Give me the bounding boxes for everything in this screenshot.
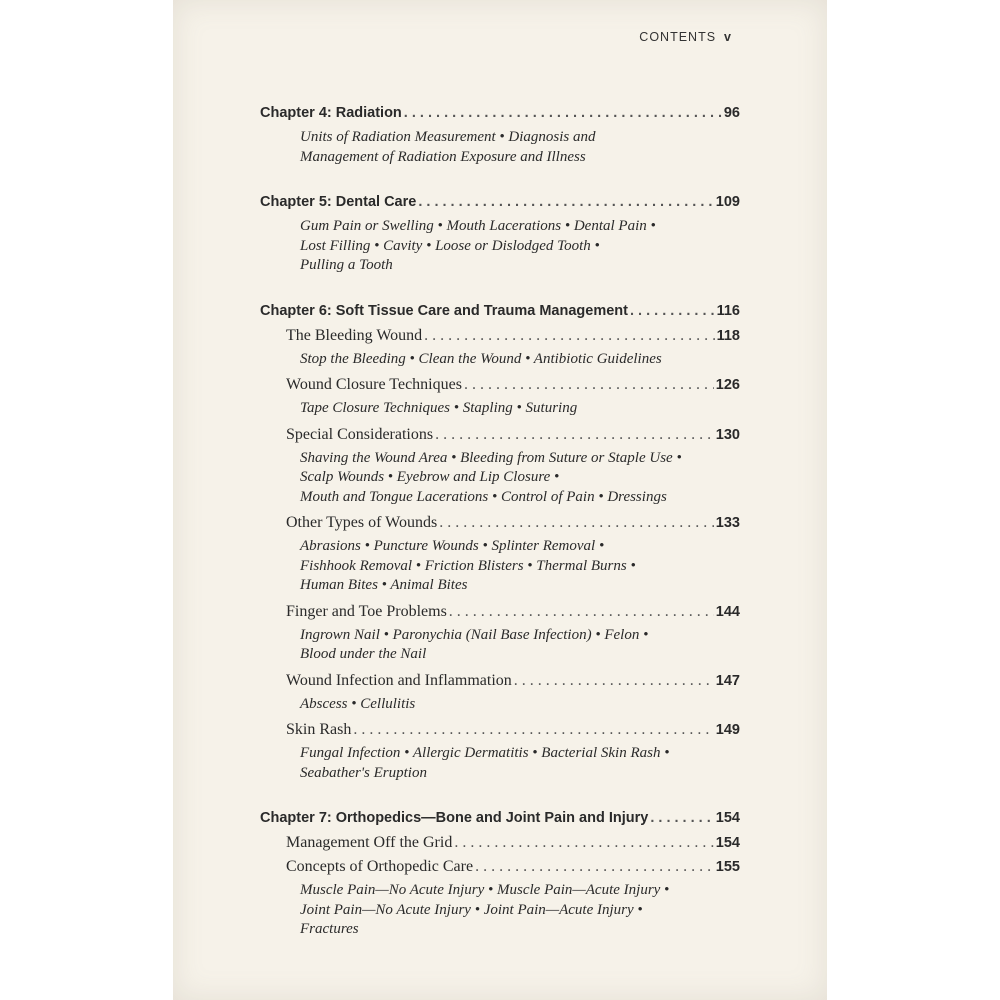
topic-line: Abscess • Cellulitis xyxy=(300,695,416,712)
topic-line: Mouth and Tongue Lacerations • Control of Pain • Dressings xyxy=(300,488,667,505)
chapter-title: Chapter 6: Soft Tissue Care and Trauma Management xyxy=(260,302,628,319)
leader-dots xyxy=(418,189,713,215)
topic-line: Fishhook Removal • Friction Blisters • Thermal Burns • xyxy=(300,557,636,574)
section-topics xyxy=(300,535,740,600)
toc-chapter-6 xyxy=(260,298,740,324)
topic-line: Fractures xyxy=(300,921,359,937)
chapter-topics xyxy=(300,126,740,171)
section-topics xyxy=(300,624,740,669)
section-page: 144 xyxy=(715,603,740,620)
section-topics xyxy=(300,742,740,787)
leader-dots xyxy=(514,669,714,693)
toc-section xyxy=(286,511,740,535)
toc-section xyxy=(286,423,740,447)
leader-dots xyxy=(475,855,714,879)
section-page: 147 xyxy=(715,672,740,689)
section-title: The Bleeding Wound xyxy=(286,326,423,344)
leader-dots xyxy=(435,423,714,447)
topic-line: Seabather's Eruption xyxy=(300,764,427,781)
leader-dots xyxy=(454,831,713,855)
leader-dots xyxy=(424,324,714,348)
topic-line: Muscle Pain—No Acute Injury • Muscle Pain—Acute Injury • xyxy=(300,882,670,898)
section-page: 126 xyxy=(715,377,740,393)
toc-chapter-7 xyxy=(260,805,740,831)
topic-line: Blood under the Nail xyxy=(300,646,427,662)
topic-line: Abrasions • Puncture Wounds • Splinter Removal • xyxy=(300,538,605,554)
chapter-page: 96 xyxy=(723,105,740,121)
section-page: 149 xyxy=(715,722,740,738)
toc-section xyxy=(286,718,740,742)
leader-dots xyxy=(449,600,714,624)
topic-line: Pulling a Tooth xyxy=(300,257,393,273)
toc-section xyxy=(286,855,740,879)
chapter-page: 109 xyxy=(715,194,740,210)
toc-section xyxy=(286,831,740,855)
chapter-title: Chapter 4: Radiation xyxy=(260,105,402,121)
chapter-page: 116 xyxy=(716,302,740,319)
section-title: Skin Rash xyxy=(286,721,352,738)
section-page: 133 xyxy=(715,515,740,531)
topic-line: Joint Pain—No Acute Injury • Joint Pain—Acute Injury • xyxy=(300,901,643,918)
section-topics xyxy=(300,447,740,512)
section-title: Special Considerations xyxy=(286,425,434,443)
section-topics xyxy=(300,879,740,944)
section-title: Management Off the Grid xyxy=(286,834,453,851)
toc-chapter-4 xyxy=(260,100,740,126)
topic-line: Ingrown Nail • Paronychia (Nail Base Infection) • Felon • xyxy=(300,626,649,643)
table-of-contents xyxy=(260,96,740,944)
topic-line: Human Bites • Animal Bites xyxy=(300,577,468,593)
leader-dots xyxy=(650,805,713,831)
topic-line: Units of Radiation Measurement • Diagnosis and xyxy=(300,129,596,145)
topic-line: Fungal Infection • Allergic Dermatitis • Bacterial Skin Rash • xyxy=(300,745,670,761)
toc-section xyxy=(286,600,740,624)
section-topics xyxy=(300,397,740,423)
toc-section xyxy=(286,373,740,397)
leader-dots xyxy=(404,100,722,126)
header-page-number: v xyxy=(724,30,732,44)
book-page xyxy=(173,0,827,1000)
topic-line: Tape Closure Techniques • Stapling • Suturing xyxy=(300,400,578,416)
topic-line: Lost Filling • Cavity • Loose or Dislodged Tooth • xyxy=(300,237,600,254)
topic-line: Stop the Bleeding • Clean the Wound • Antibiotic Guidelines xyxy=(300,350,662,367)
header-section: CONTENTS xyxy=(639,30,717,44)
chapter-topics xyxy=(300,215,740,280)
toc-section xyxy=(286,324,740,348)
topic-line: Gum Pain or Swelling • Mouth Lacerations • Dental Pain • xyxy=(300,218,656,234)
topic-line: Shaving the Wound Area • Bleeding from Suture or Staple Use • xyxy=(300,449,682,466)
topic-line: Management of Radiation Exposure and Illness xyxy=(300,148,586,165)
chapter-title: Chapter 7: Orthopedics—Bone and Joint Pain and Injury xyxy=(260,810,649,826)
section-page: 130 xyxy=(715,426,740,443)
leader-dots xyxy=(439,511,714,535)
topic-line: Scalp Wounds • Eyebrow and Lip Closure • xyxy=(300,469,560,485)
section-topics xyxy=(300,693,740,719)
section-title: Concepts of Orthopedic Care xyxy=(286,858,474,875)
leader-dots xyxy=(464,373,714,397)
toc-section xyxy=(286,669,740,693)
section-title: Finger and Toe Problems xyxy=(286,602,447,620)
section-page: 118 xyxy=(716,327,740,344)
section-page: 155 xyxy=(715,859,740,875)
section-title: Wound Infection and Inflammation xyxy=(286,671,512,689)
chapter-page: 154 xyxy=(715,810,740,826)
chapter-title: Chapter 5: Dental Care xyxy=(260,194,417,210)
running-header xyxy=(639,30,732,44)
section-title: Wound Closure Techniques xyxy=(286,376,462,393)
section-page: 154 xyxy=(715,835,740,851)
section-topics xyxy=(300,348,740,374)
toc-chapter-5 xyxy=(260,189,740,215)
leader-dots xyxy=(353,718,713,742)
leader-dots xyxy=(630,298,715,324)
section-title: Other Types of Wounds xyxy=(286,514,438,531)
